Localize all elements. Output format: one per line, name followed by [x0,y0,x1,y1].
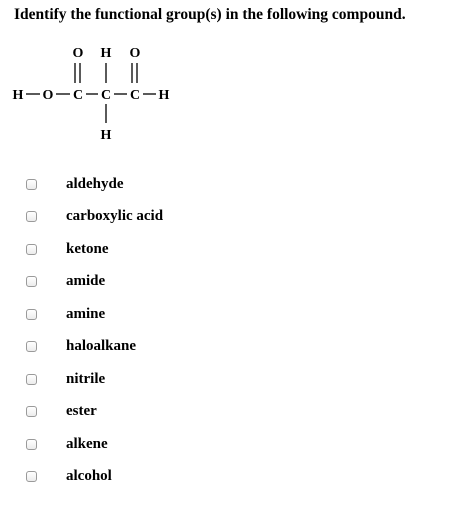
option-label: amide [66,273,106,290]
option-amide[interactable] [26,266,106,299]
option-ester[interactable] [26,396,97,429]
chain-atom-h-left: H [12,88,24,103]
structural-formula [0,38,200,148]
checkbox[interactable] [26,179,37,190]
chain-atom-c1: C [72,88,84,103]
option-label: ester [66,403,97,420]
top-atom-oxygen-1: O [72,46,84,61]
chain-atom-c2: C [100,88,112,103]
option-label: ketone [66,240,109,257]
top-atom-oxygen-2: O [129,46,141,61]
option-label: haloalkane [66,338,137,355]
option-carboxylic-acid[interactable] [26,201,164,234]
checkbox[interactable] [26,244,37,255]
top-atom-hydrogen: H [100,46,112,61]
checkbox[interactable] [26,471,37,482]
chain-atom-h-right: H [158,88,170,103]
option-label: nitrile [66,370,106,387]
option-label: carboxylic acid [66,208,164,225]
option-haloalkane[interactable] [26,331,137,364]
option-aldehyde[interactable] [26,168,124,201]
option-alcohol[interactable] [26,461,112,494]
checkbox[interactable] [26,276,37,287]
answer-options-list [26,168,164,493]
option-label: alcohol [66,468,112,485]
checkbox[interactable] [26,341,37,352]
option-label: aldehyde [66,175,124,192]
checkbox[interactable] [26,374,37,385]
chain-atom-o: O [42,88,54,103]
question-text: Identify the functional group(s) in the following compound. [14,6,406,23]
chain-atom-c3: C [129,88,141,103]
bottom-atom-hydrogen: H [100,128,112,143]
checkbox[interactable] [26,211,37,222]
checkbox[interactable] [26,439,37,450]
checkbox[interactable] [26,406,37,417]
option-amine[interactable] [26,298,106,331]
checkbox[interactable] [26,309,37,320]
option-label: amine [66,305,106,322]
option-ketone[interactable] [26,233,109,266]
option-label: alkene [66,435,108,452]
option-alkene[interactable] [26,428,108,461]
option-nitrile[interactable] [26,363,106,396]
